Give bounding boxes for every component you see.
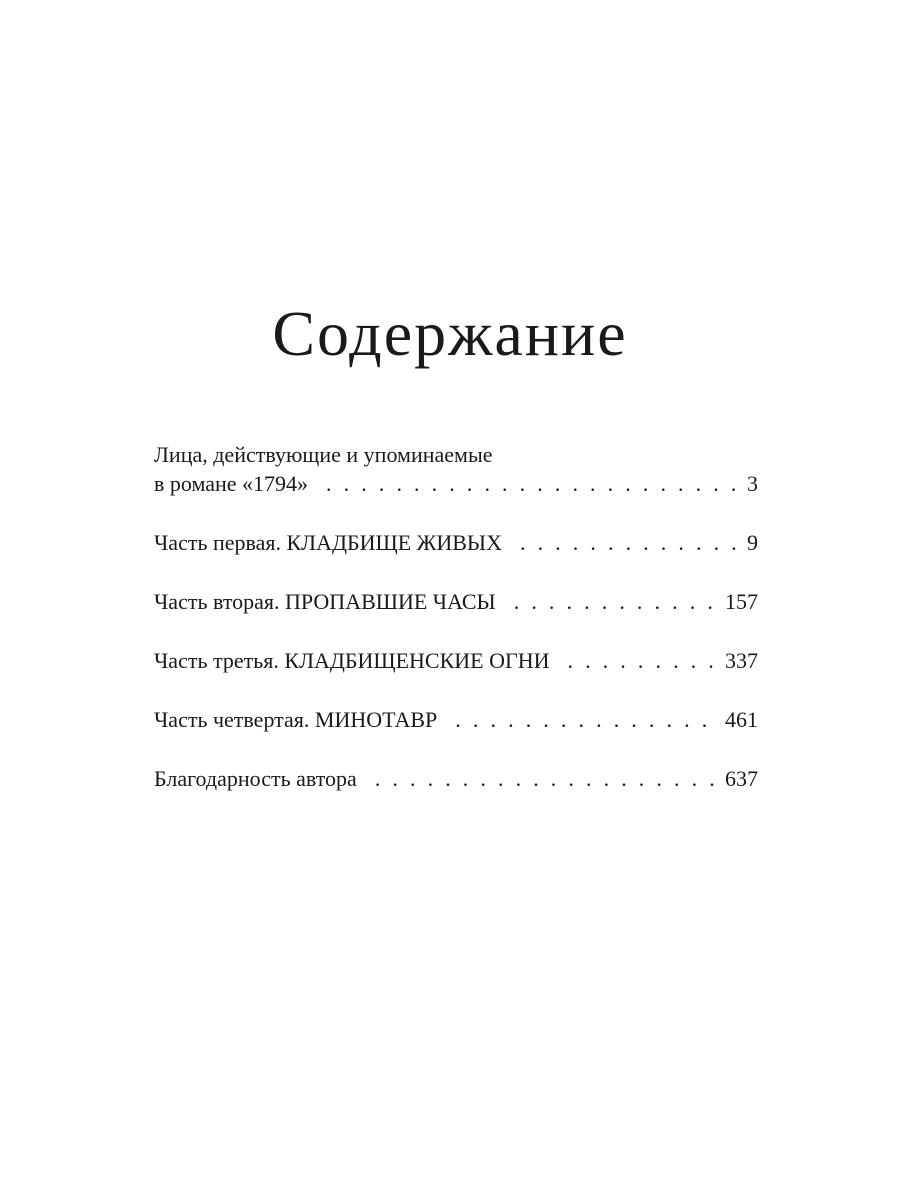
dot-leader <box>326 469 737 498</box>
toc-page-number: 461 <box>725 707 758 732</box>
toc-entry-title: Часть первая. КЛАДБИЩЕ ЖИВЫХ <box>154 530 502 555</box>
toc-entry-title: Часть третья. КЛАДБИЩЕНСКИЕ ОГНИ <box>154 648 550 673</box>
toc-page-number: 637 <box>725 766 758 791</box>
toc-entry[interactable] <box>154 587 758 616</box>
toc-entry-title: Часть четвертая. МИНОТАВР <box>154 707 438 732</box>
toc-entry[interactable] <box>154 646 758 675</box>
toc-page-number: 3 <box>747 471 758 496</box>
toc-page-number: 337 <box>725 648 758 673</box>
dot-leader <box>455 705 715 734</box>
toc-entry[interactable] <box>154 705 758 734</box>
toc-entry[interactable] <box>154 764 758 793</box>
dot-leader <box>375 764 715 793</box>
toc-entry[interactable] <box>154 440 758 498</box>
dot-leader <box>520 528 737 557</box>
page-title: Содержание <box>272 298 628 369</box>
dot-leader <box>514 587 715 616</box>
toc-page-number: 157 <box>725 589 758 614</box>
dot-leader <box>567 646 715 675</box>
toc-entry-title: Часть вторая. ПРОПАВШИЕ ЧАСЫ <box>154 589 496 614</box>
toc-entry-title: Благодарность автора <box>154 766 357 791</box>
toc-entry-title: в романе «1794» <box>154 471 309 496</box>
toc-page-number: 9 <box>747 530 758 555</box>
table-of-contents <box>154 440 758 793</box>
toc-entry-title-line1: Лица, действующие и упоминаемые <box>154 442 493 467</box>
toc-entry[interactable] <box>154 528 758 557</box>
